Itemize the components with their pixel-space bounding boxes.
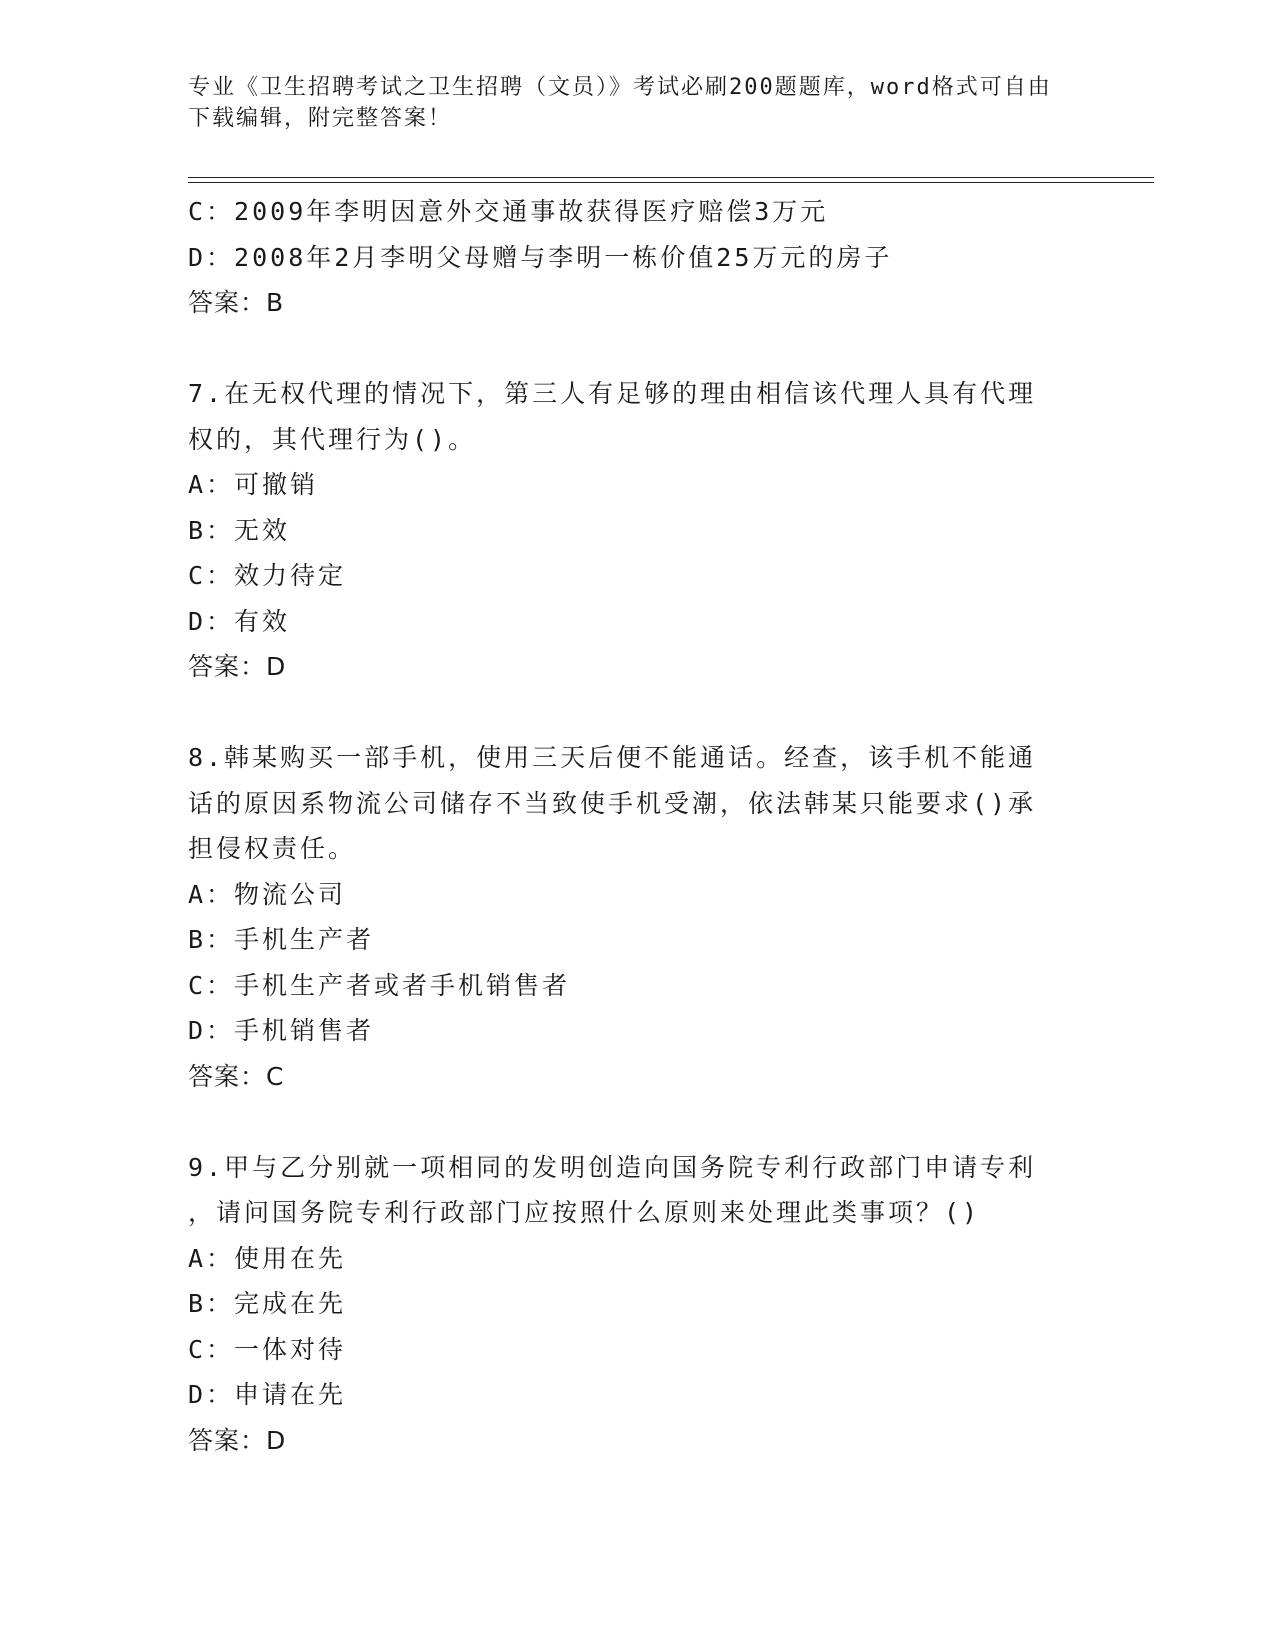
- spacer: [188, 326, 1068, 372]
- answer-line: 答案：C: [188, 1061, 285, 1091]
- option-c: C：2009年李明因意外交通事故获得医疗赔偿3万元: [188, 197, 829, 226]
- document-body: [188, 189, 1068, 1463]
- header-rule-top: [188, 177, 1154, 178]
- option-b: B：无效: [188, 515, 291, 545]
- option-a: A：物流公司: [188, 879, 347, 909]
- question-text-line: 9.甲与乙分别就一项相同的发明创造向国务院专利行政部门申请专利: [188, 1152, 1037, 1182]
- answer-line: 答案：B: [188, 288, 285, 317]
- option-d: D：2008年2月李明父母赠与李明一栋价值25万元的房子: [188, 242, 893, 272]
- question-text-line: ，请问国务院专利行政部门应按照什么原则来处理此类事项？(): [188, 1198, 981, 1227]
- answer-line: 答案：D: [188, 652, 287, 681]
- option-a: A：使用在先: [188, 1243, 347, 1273]
- option-c: C：效力待定: [188, 561, 347, 590]
- option-c: C：手机生产者或者手机销售者: [188, 970, 571, 1000]
- question-6-continuation: [188, 189, 1068, 326]
- question-text-line: 担侵权责任。: [188, 834, 357, 863]
- document-header: 专业《卫生招聘考试之卫生招聘（文员）》考试必刷200题题库，word格式可自由下载编辑，附完整答案！: [188, 75, 1052, 131]
- question-8: [188, 735, 1068, 1099]
- option-d: D：有效: [188, 606, 291, 636]
- option-d: D：申请在先: [188, 1380, 347, 1409]
- question-9: [188, 1145, 1068, 1464]
- option-d: D：手机销售者: [188, 1016, 375, 1045]
- question-7: [188, 371, 1068, 690]
- option-b: B：完成在先: [188, 1289, 347, 1318]
- question-text-line: 话的原因系物流公司储存不当致使手机受潮，依法韩某只能要求()承: [188, 788, 1037, 818]
- option-b: B：手机生产者: [188, 925, 375, 954]
- answer-line: 答案：D: [188, 1425, 287, 1455]
- header-rule-bottom: [188, 182, 1154, 183]
- spacer: [188, 690, 1068, 736]
- option-c: C：一体对待: [188, 1334, 347, 1364]
- spacer: [188, 1099, 1068, 1145]
- option-a: A：可撤销: [188, 470, 319, 499]
- question-text-line: 8.韩某购买一部手机，使用三天后便不能通话。经查，该手机不能通: [188, 743, 1037, 772]
- question-text-line: 7.在无权代理的情况下，第三人有足够的理由相信该代理人具有代理: [188, 379, 1037, 408]
- question-text-line: 权的，其代理行为()。: [188, 424, 477, 454]
